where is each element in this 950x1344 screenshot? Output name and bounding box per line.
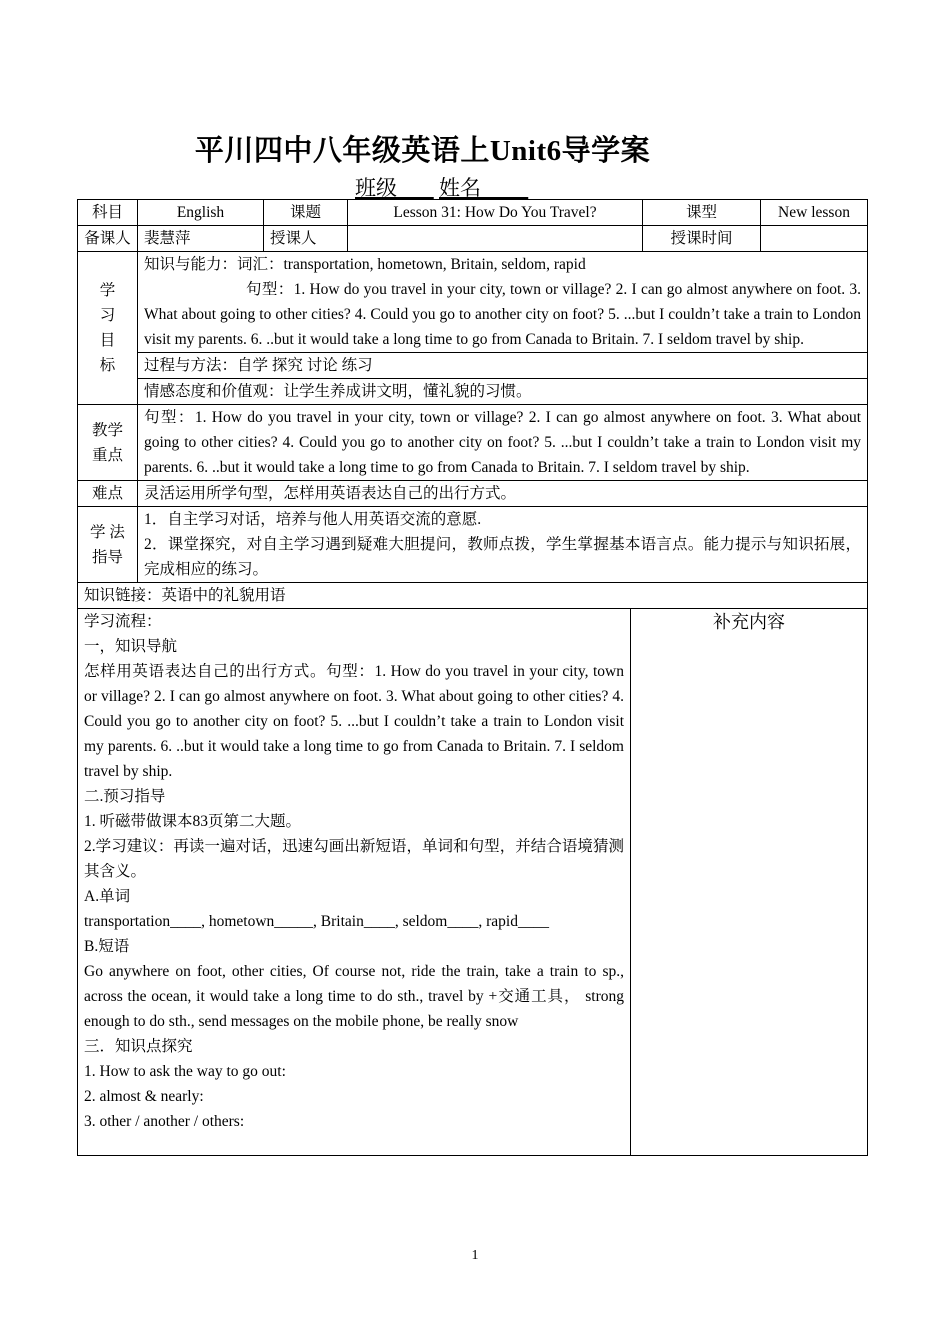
- learning-flow: [78, 609, 631, 1156]
- name-label: 姓名: [439, 176, 481, 200]
- key-points-text: 句型：1. How do you travel in your city, town or village? 2. I can go almost anywhere on foot. 3. What about going to other cities? 4. Could you go to another city on foot? 5. ...but I couldn’t take a train to London visit my parents. 6. ..but it would take a long time to go from Canada to Britain. 7. I seldom travel by ship.: [138, 405, 868, 481]
- objectives-label: 学 习 目 标: [78, 252, 138, 405]
- supplement-cell: [631, 609, 868, 1156]
- teacher-label: 授课人: [264, 226, 348, 252]
- type-value: New lesson: [761, 200, 868, 226]
- vocabulary-line: 知识与能力：词汇：transportation, hometown, Britain, seldom, rapid: [144, 256, 586, 273]
- page-title: 平川四中八年级英语上Unit6导学案: [194, 135, 651, 167]
- method-label: 学 法 指导: [78, 507, 138, 583]
- section3-item-1: 1. How to ask the way to go out:: [84, 1063, 286, 1080]
- key-points-row: [78, 405, 868, 481]
- objectives-row-knowledge: [78, 252, 868, 353]
- class-name-line: [355, 172, 528, 202]
- vocab-text: transportation____, hometown_____, Britain____, seldom____, rapid____: [84, 913, 549, 930]
- method-text: [138, 507, 868, 583]
- type-label: 课型: [643, 200, 761, 226]
- lesson-plan-table: [77, 199, 868, 1156]
- method-row: [78, 507, 868, 583]
- knowledge-ability: [138, 252, 868, 353]
- preparer-value: 裴慧萍: [138, 226, 264, 252]
- method-item-2: 2．课堂探究，对自主学习遇到疑难大胆提问，教师点拨，学生掌握基本语言点。能力提示与知识拓展，完成相应的练习。: [144, 536, 861, 578]
- section1-title: 一，知识导航: [84, 638, 178, 655]
- difficulty-label: 难点: [78, 481, 138, 507]
- flow-heading: 学习流程：: [84, 613, 162, 630]
- section2-title: 二.预习指导: [84, 788, 166, 805]
- knowledge-link: 知识链接：英语中的礼貌用语: [78, 583, 868, 609]
- difficulty-text: 灵活运用所学句型，怎样用英语表达自己的出行方式。: [138, 481, 868, 507]
- subject-value: English: [138, 200, 264, 226]
- objectives-row-emotion: [78, 379, 868, 405]
- teacher-value: [348, 226, 643, 252]
- topic-value: Lesson 31: How Do You Travel?: [348, 200, 643, 226]
- topic-label: 课题: [264, 200, 348, 226]
- section3-title: 三．知识点探究: [84, 1038, 193, 1055]
- emotion-values: 情感态度和价值观：让学生养成讲文明，懂礼貌的习惯。: [138, 379, 868, 405]
- objectives-row-process: [78, 353, 868, 379]
- time-label: 授课时间: [643, 226, 761, 252]
- key-points-label: 教学 重点: [78, 405, 138, 481]
- learning-flow-row: [78, 609, 868, 1156]
- subject-label: 科目: [78, 200, 138, 226]
- info-row-1: [78, 200, 868, 226]
- section3-item-3: 3. other / another / others:: [84, 1113, 245, 1130]
- section3-item-2: 2. almost & nearly:: [84, 1088, 204, 1105]
- difficulty-row: [78, 481, 868, 507]
- sentence-patterns: 句型：1. How do you travel in your city, town or village? 2. I can go almost anywhere on foot. 3. What about going to other cities? 4. Could you go to another city on foot? 5. ...but I couldn’t take a train to London visit my parents. 6. ..but it would take a long time to go from Canada to Britain. 7. I seldom travel by ship.: [144, 281, 861, 348]
- supplement-title: 补充内容: [713, 612, 785, 632]
- phrase-title: B.短语: [84, 938, 130, 955]
- preparer-label: 备课人: [78, 226, 138, 252]
- phrase-text: Go anywhere on foot, other cities, Of course not, ride the train, take a train to sp., across the ocean, it would take a long time to do sth., travel by +交通工具， strong enough to do sth., send messages on the mobile phone, be really snow: [84, 963, 624, 1030]
- method-item-1: 1．自主学习对话，培养与他人用英语交流的意愿.: [144, 511, 482, 528]
- section1-text: 怎样用英语表达自己的出行方式。句型：1. How do you travel in your city, town or village? 2. I can go almost anywhere on foot. 3. What about going to other cities? 4. Could you go to another city on foot? 5. ...but I couldn’t take a train to London visit my parents. 6. ..but it would take a long time to go from Canada to Britain. 7. I seldom travel by ship.: [84, 663, 624, 780]
- section2-item-1: 1. 听磁带做课本83页第二大题。: [84, 813, 302, 830]
- class-label: 班级: [355, 176, 397, 200]
- knowledge-link-row: [78, 583, 868, 609]
- time-value: [761, 226, 868, 252]
- info-row-2: [78, 226, 868, 252]
- vocab-title: A.单词: [84, 888, 131, 905]
- section2-item-2: 2.学习建议：再读一遍对话，迅速勾画出新短语，单词和句型，并结合语境猜测其含义。: [84, 838, 624, 880]
- page-number: 1: [471, 1248, 479, 1263]
- process-method: 过程与方法：自学 探究 讨论 练习: [138, 353, 868, 379]
